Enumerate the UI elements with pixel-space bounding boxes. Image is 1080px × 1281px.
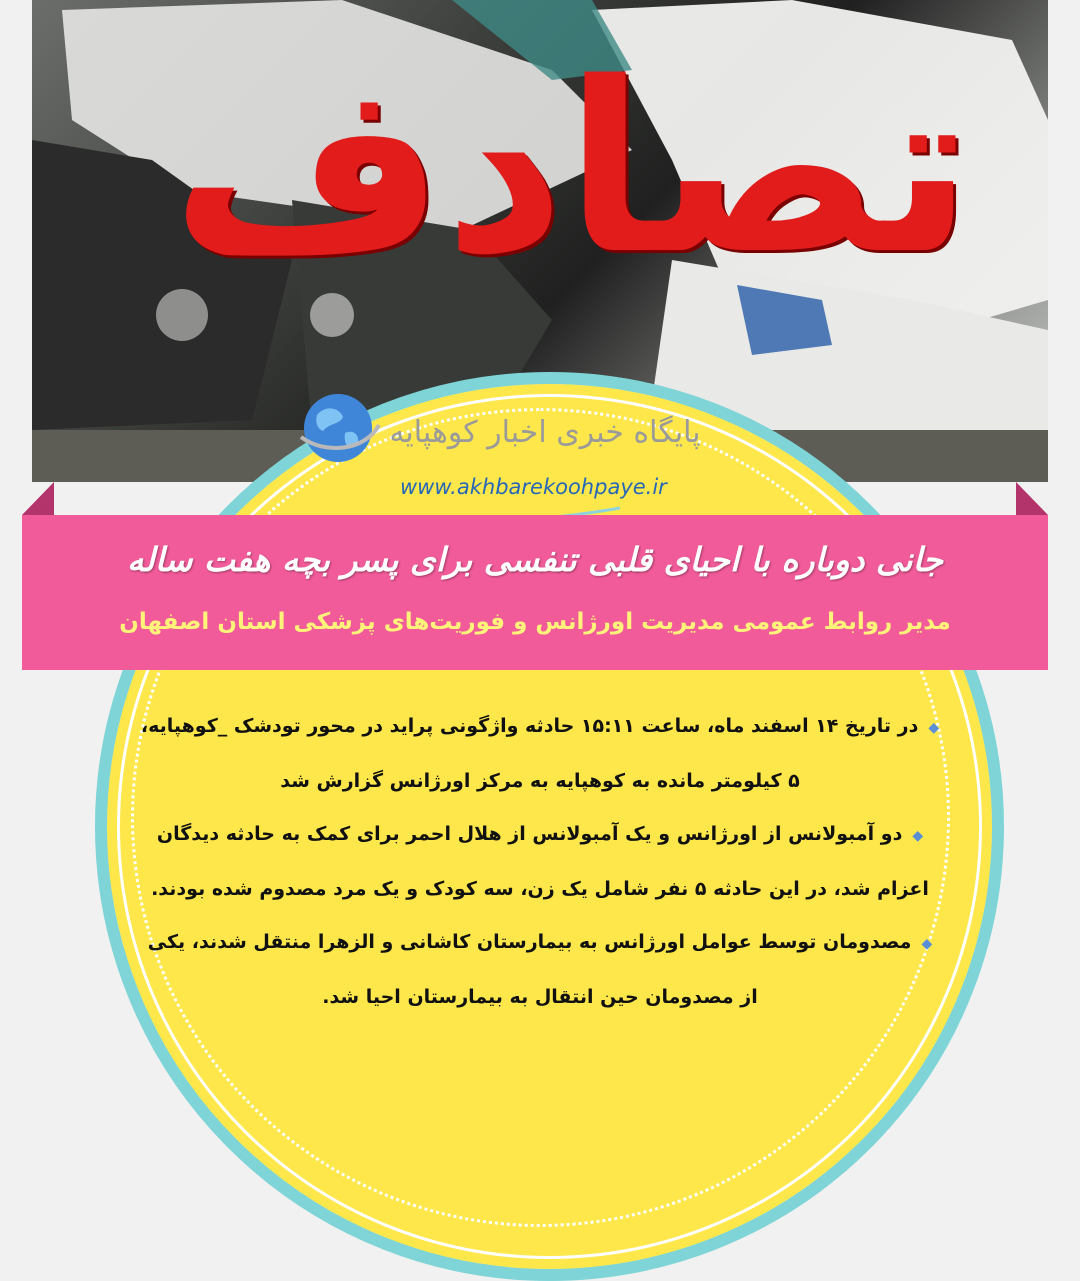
diamond-bullet-icon: ◆ — [928, 720, 940, 736]
list-item — [140, 700, 940, 808]
bullet-text: در تاریخ ۱۴ اسفند ماه، ساعت ۱۵:۱۱ حادثه واژگونی پراید در محور تودشک _کوهپایه، ۵ کیلومتر مانده به کوهپایه به مرکز اورژانس گزارش شد — [140, 715, 919, 792]
band-fold-left — [22, 482, 54, 515]
list-item — [140, 808, 940, 916]
globe-logo-icon — [295, 385, 381, 471]
diamond-bullet-icon: ◆ — [912, 828, 924, 844]
band-fold-right — [1016, 482, 1048, 515]
brand-name: پایگاه خبری اخبار کوهپایه — [389, 415, 701, 450]
bullet-text: مصدومان توسط عوامل اورژانس به بیمارستان کاشانی و الزهرا منتقل شدند، یکی از مصدومان حین انتقال به بیمارستان احیا شد. — [147, 931, 912, 1008]
subheadline: مدیر روابط عمومی مدیریت اورژانس و فوریت‌های پزشکی استان اصفهان — [119, 609, 951, 635]
news-body — [140, 700, 940, 1024]
bullet-text: دو آمبولانس از اورژانس و یک آمبولانس از هلال احمر برای کمک به حادثه دیدگان اعزام شد، در این حادثه ۵ نفر شامل یک زن، سه کودک و یک مرد مصدوم شده بودند. — [151, 823, 929, 900]
brand-url[interactable]: www.akhbarekoohpaye.ir — [400, 475, 667, 499]
accident-title-word: تصادف — [171, 33, 973, 306]
diamond-bullet-icon: ◆ — [921, 936, 933, 952]
list-item — [140, 916, 940, 1024]
headline: جانی دوباره با احیای قلبی تنفسی برای پسر بچه هفت ساله — [126, 540, 944, 579]
